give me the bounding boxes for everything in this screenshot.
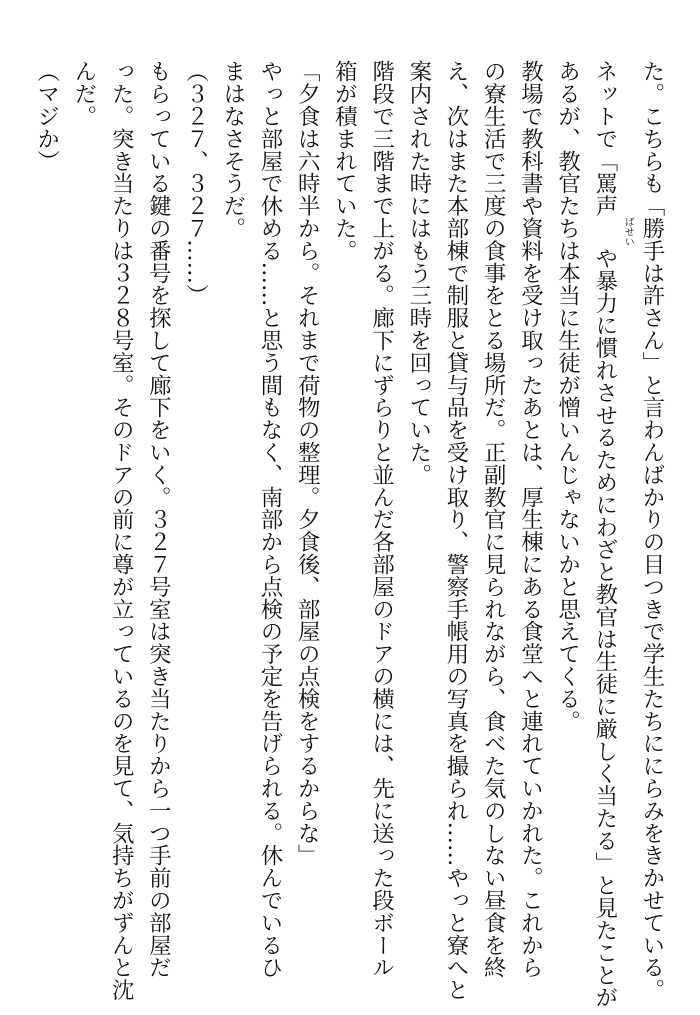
text-line: まはなさそうだ。 bbox=[219, 60, 246, 240]
text-line: た。こちらも「勝手は許さん」と言わんばかりの目つきで学生たちににらみをきかせている。 bbox=[639, 60, 665, 1001]
text-line: 教場で教科書や資料を受け取ったあとは、厚生棟にある食堂へと連れていかれた。これから bbox=[517, 60, 544, 979]
ruby-reading-text: ばせい bbox=[622, 216, 634, 247]
text-line: （マジか） bbox=[33, 60, 60, 172]
ruby-base-text: 罵声 bbox=[591, 172, 618, 217]
text-line: 案内された時にはもう三時を回っていた。 bbox=[405, 60, 432, 486]
text-line: もらっている鍵の番号を探して廊下をいく。３２７号室は突き当たりから一つ手前の部屋だ bbox=[145, 60, 172, 979]
vertical-text-block bbox=[28, 60, 670, 1009]
text-line: え、次はまた本部棟で制服と貸与品を受け取り、警察手帳用の写真を撮られ……やっと寮へと bbox=[442, 60, 469, 1001]
text-line: 階段で三階まで上がる。廊下にずらりと並んだ各部屋のドアの横には、先に送った段ボール bbox=[368, 60, 395, 979]
text-segment: や暴力に慣れさせるためにわざと教官は生徒に厳しく当たる」と見たことが bbox=[591, 246, 618, 1009]
text-line: の寮生活で三度の食事をとる場所だ。正副教官に見られながら、食べた気のしない昼食を終 bbox=[480, 60, 507, 979]
text-line: った。突き当たりは３２８号室。そのドアの前に尊が立っているのを見て、気持ちがずんと沈 bbox=[108, 60, 135, 1001]
text-line-with-ruby bbox=[586, 60, 634, 1009]
text-line: （３２７、３２７……） bbox=[182, 60, 209, 307]
text-line: あるが、教官たちは本当に生徒が憎いんじゃないかと思えてくる。 bbox=[554, 60, 581, 732]
text-line: 「夕食は六時半から。それまで荷物の整理。夕食後、部屋の点検をするからな」 bbox=[294, 60, 321, 867]
text-segment: ネットで「 bbox=[591, 60, 618, 172]
text-line: やっと部屋で休める……と思う間もなく、南部から点検の予定を告げられる。休んでいるひ bbox=[256, 60, 283, 979]
text-line: 箱が積まれていた。 bbox=[331, 60, 358, 262]
text-line: んだ。 bbox=[70, 60, 97, 128]
ruby-annotation bbox=[591, 172, 634, 247]
